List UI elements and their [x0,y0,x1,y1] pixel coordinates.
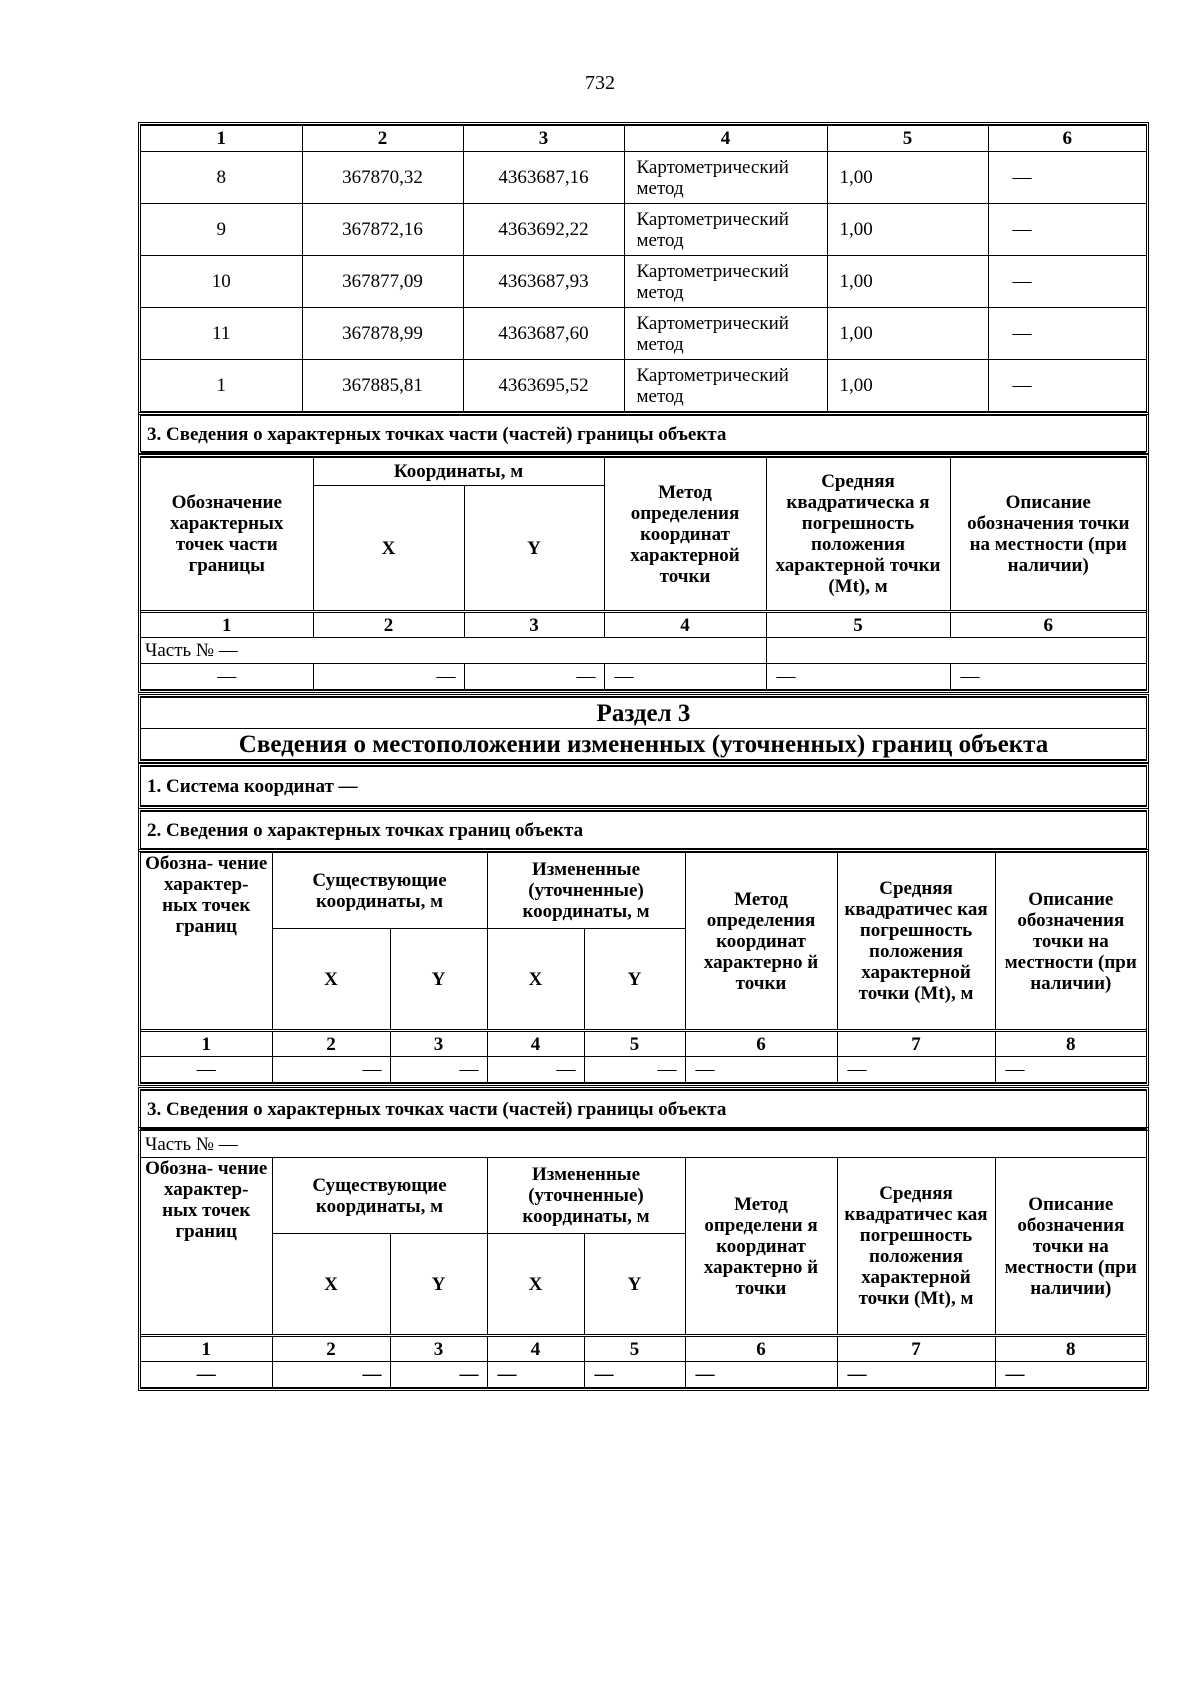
description-cell: — [988,204,1146,256]
column-number: 4 [487,1336,584,1362]
dash-cell: — [272,1362,390,1388]
header-cell: 4 [624,126,827,152]
dash-cell: — [272,1057,390,1083]
table-row [141,152,1146,204]
method-line1: Картометрический [636,312,789,334]
column-number: 8 [995,1336,1146,1362]
method-line1: Картометрический [636,208,789,230]
dash-cell: — [313,664,464,690]
col-point: Обозна- чение характер- ных точек границ [141,1158,272,1336]
col-x: X [313,486,464,612]
col-y: Y [584,929,685,1031]
dash-cell: — [487,1057,584,1083]
method-line2: метод [636,281,684,303]
column-number: 7 [837,1031,995,1057]
column-number: 5 [584,1336,685,1362]
column-number: 5 [584,1031,685,1057]
col-x: X [272,929,390,1031]
mt-value: 1,00 [827,152,988,204]
header-cell: 3 [463,126,624,152]
header-cell: 2 [302,126,463,152]
column-number: 4 [487,1031,584,1057]
y-coordinate: 4363687,60 [463,308,624,360]
method-line2: метод [636,333,684,355]
description-cell: — [988,152,1146,204]
table-row [141,204,1146,256]
section3-part2-frame [138,808,1149,852]
method-line1: Картометрический [636,260,789,282]
dash-cell: — [141,1057,272,1083]
col-mt: Средняя квадратическа я погрешность положения характерной точки (Mt), м [766,458,950,612]
column-number-row [141,612,1146,638]
col-method: Метод определения координат характерно й точки [685,853,837,1031]
dash-cell: — [995,1057,1146,1083]
col-y: Y [464,486,604,612]
method-cell [624,256,827,308]
method-line1: Картометрический [636,364,789,386]
column-number: 3 [390,1031,487,1057]
section-title: 2. Сведения о характерных точках границ объекта [141,812,1146,849]
col-desc: Описание обозначения точки на местности (при наличии) [995,1158,1146,1336]
y-coordinate: 4363692,22 [463,204,624,256]
col-existing: Существующие координаты, м [272,853,487,929]
section3-part3-frame [138,1087,1149,1131]
column-number-row [141,1336,1146,1362]
x-coordinate: 367877,09 [302,256,463,308]
column-number: 6 [685,1336,837,1362]
y-coordinate: 4363687,93 [463,256,624,308]
column-number: 1 [141,1336,272,1362]
col-x: X [272,1234,390,1336]
column-number: 2 [313,612,464,638]
point-number: 8 [141,152,302,204]
table-row [141,1362,1146,1388]
method-line2: метод [636,385,684,407]
table-row [141,308,1146,360]
dash-cell: — [141,664,313,690]
page-number: 732 [585,72,615,94]
col-x: X [487,929,584,1031]
header-cell: 5 [827,126,988,152]
y-coordinate: 4363687,16 [463,152,624,204]
description-cell: — [988,360,1146,412]
x-coordinate: 367878,99 [302,308,463,360]
col-coords: Координаты, м [313,458,604,486]
section3-title: Раздел 3 [141,698,1146,729]
col-y: Y [390,929,487,1031]
section3-subtitle: Сведения о местоположении измененных (уточненных) границ объекта [141,729,1146,760]
col-changed: Измененные (уточненные) координаты, м [487,1158,685,1234]
column-number: 2 [272,1031,390,1057]
coord-system-frame [138,763,1149,809]
dash-cell: — [950,664,1146,690]
col-existing: Существующие координаты, м [272,1158,487,1234]
column-number: 8 [995,1031,1146,1057]
dash-cell: — [766,664,950,690]
x-coordinate: 367872,16 [302,204,463,256]
point-number: 1 [141,360,302,412]
column-number: 6 [950,612,1146,638]
section3-part2-table [138,849,1149,1086]
dash-cell: — [837,1057,995,1083]
col-y: Y [584,1234,685,1336]
table-header-row [141,126,1146,152]
section2-part3-table [138,454,1149,693]
section3-title-frame [138,694,1149,763]
dash-cell: — [584,1057,685,1083]
dash-cell: — [604,664,766,690]
col-desc: Описание обозначения точки на местности (при наличии) [950,458,1146,612]
point-number: 9 [141,204,302,256]
x-coordinate: 367885,81 [302,360,463,412]
col-method: Метод определени я координат характерно й точки [685,1158,837,1336]
dash-cell: — [685,1362,837,1388]
point-number: 11 [141,308,302,360]
y-coordinate: 4363695,52 [463,360,624,412]
column-number: 3 [390,1336,487,1362]
method-cell [624,204,827,256]
section3-part3-table [138,1127,1149,1391]
dash-cell: — [685,1057,837,1083]
dash-cell: — [390,1362,487,1388]
coord-system: 1. Система координат — [141,767,1146,806]
coordinates-table-continuation [138,122,1149,415]
method-line1: Картометрический [636,156,789,178]
mt-value: 1,00 [827,204,988,256]
col-changed: Измененные (уточненные) координаты, м [487,853,685,929]
point-number: 10 [141,256,302,308]
dash-cell: — [487,1362,584,1388]
mt-value: 1,00 [827,256,988,308]
column-number: 7 [837,1336,995,1362]
column-number: 3 [464,612,604,638]
method-line2: метод [636,229,684,251]
section-title: 3. Сведения о характерных точках части (частей) границы объекта [141,416,1146,453]
dash-cell: — [141,1362,272,1388]
x-coordinate: 367870,32 [302,152,463,204]
col-desc: Описание обозначения точки на местности (при наличии) [995,853,1146,1031]
column-number: 4 [604,612,766,638]
dash-cell: — [837,1362,995,1388]
table-row [141,360,1146,412]
column-number: 6 [685,1031,837,1057]
empty-cell [766,638,1146,664]
mt-value: 1,00 [827,308,988,360]
col-y: Y [390,1234,487,1336]
header-cell: 6 [988,126,1146,152]
column-number: 1 [141,612,313,638]
section2-part3-title-frame [138,412,1149,454]
dash-cell: — [390,1057,487,1083]
table-row [141,1057,1146,1083]
dash-cell: — [584,1362,685,1388]
dash-cell: — [464,664,604,690]
section-title: 3. Сведения о характерных точках части (частей) границы объекта [141,1091,1146,1128]
col-point: Обозначение характерных точек части границы [141,458,313,612]
col-mt: Средняя квадратичес кая погрешность положения характерной точки (Mt), м [837,853,995,1031]
description-cell: — [988,256,1146,308]
column-number: 5 [766,612,950,638]
table-row [141,664,1146,690]
method-cell [624,152,827,204]
col-mt: Средняя квадратичес кая погрешность положения характерной точки (Mt), м [837,1158,995,1336]
method-cell [624,308,827,360]
column-number: 2 [272,1336,390,1362]
mt-value: 1,00 [827,360,988,412]
method-line2: метод [636,177,684,199]
part-label: Часть № — [141,1131,1146,1158]
dash-cell: — [995,1362,1146,1388]
header-cell: 1 [141,126,302,152]
col-method: Метод определения координат характерной точки [604,458,766,612]
table-row [141,256,1146,308]
column-number: 1 [141,1031,272,1057]
col-x: X [487,1234,584,1336]
column-number-row [141,1031,1146,1057]
description-cell: — [988,308,1146,360]
method-cell [624,360,827,412]
part-label: Часть № — [141,638,766,664]
col-point: Обозна- чение характер- ных точек границ [141,853,272,1031]
